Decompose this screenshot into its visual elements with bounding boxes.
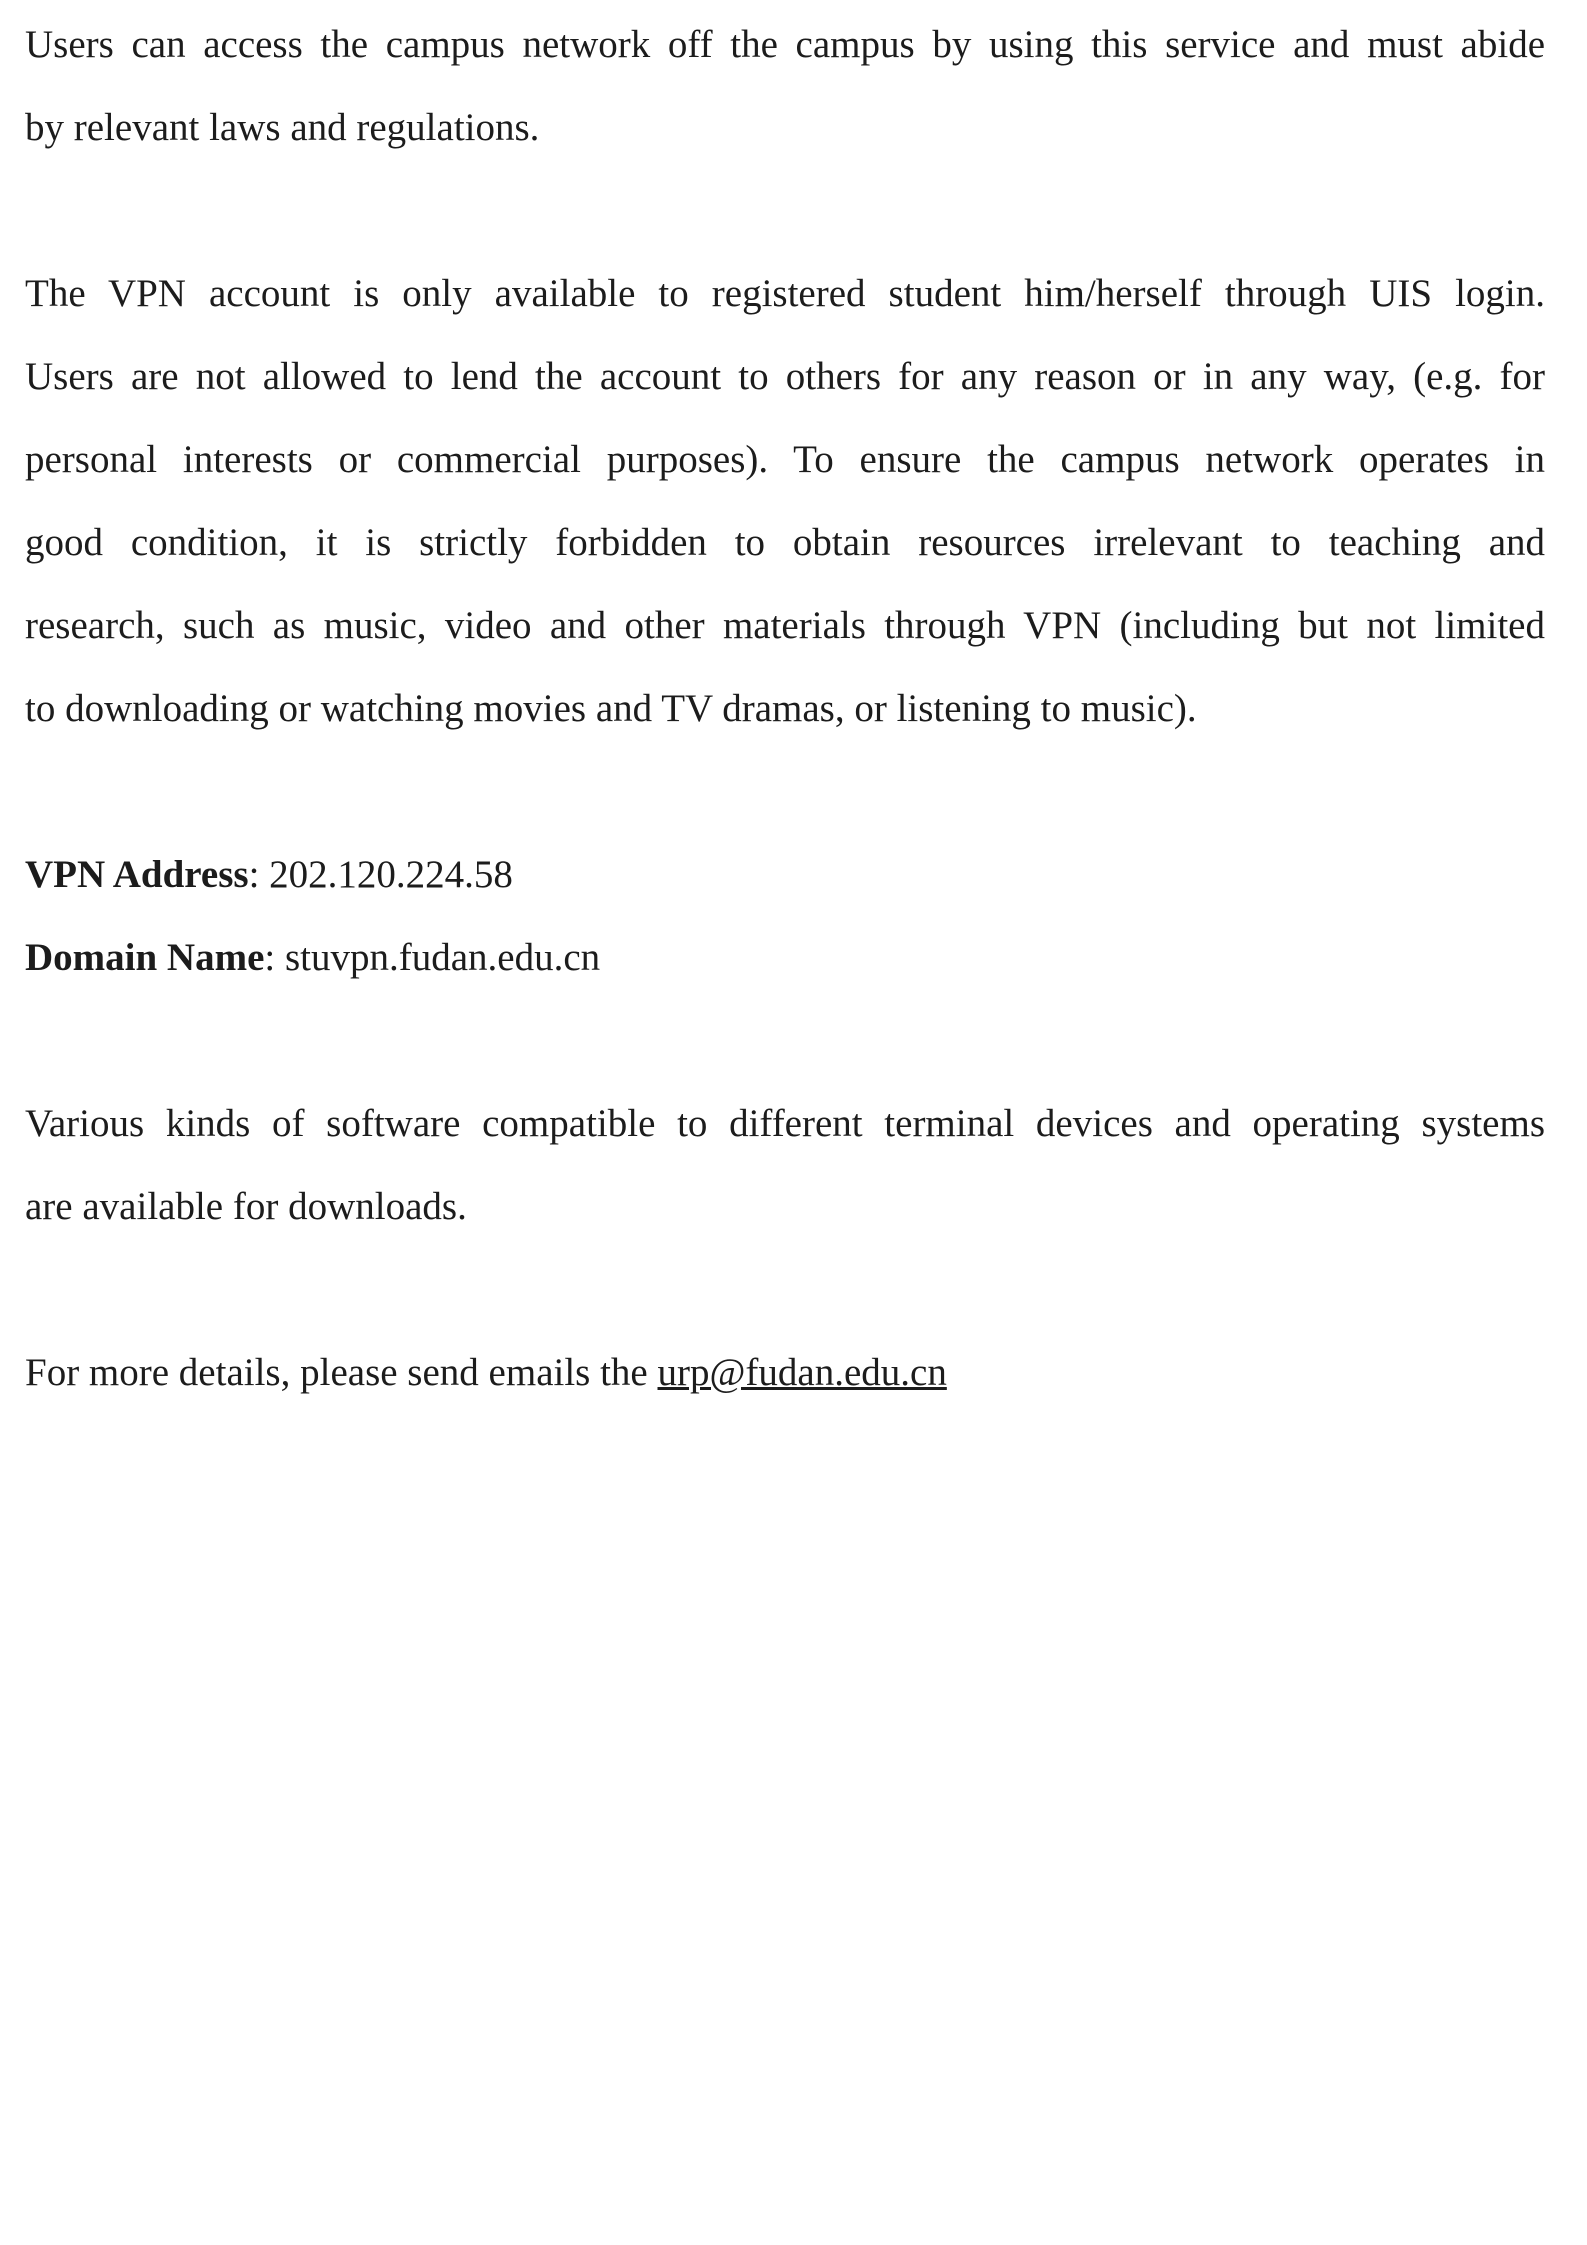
vpn-connection-info bbox=[25, 833, 1545, 999]
email-link[interactable]: urp@fudan.edu.cn bbox=[657, 1351, 947, 1394]
text-line: The VPN account is only available to registered student him/herself through UIS login. bbox=[25, 272, 1545, 315]
paragraph-account-policy bbox=[25, 252, 1545, 750]
text-line: are available for downloads. bbox=[25, 1185, 467, 1228]
text-line: to downloading or watching movies and TV dramas, or listening to music). bbox=[25, 687, 1197, 730]
text-line: by relevant laws and regulations. bbox=[25, 106, 540, 149]
text-line: Users are not allowed to lend the account to others for any reason or in any way, (e.g. for bbox=[25, 355, 1545, 398]
text-line: personal interests or commercial purposes). To ensure the campus network operates in bbox=[25, 438, 1545, 481]
domain-name-line bbox=[25, 916, 1545, 999]
text-line: Various kinds of software compatible to different terminal devices and operating systems bbox=[25, 1102, 1545, 1145]
text-line: Users can access the campus network off the campus by using this service and must abide bbox=[25, 23, 1545, 66]
contact-text: For more details, please send emails the bbox=[25, 1351, 658, 1394]
vpn-address-label: VPN Address bbox=[25, 853, 249, 896]
domain-name-value: : stuvpn.fudan.edu.cn bbox=[264, 936, 601, 979]
text-line: research, such as music, video and other materials through VPN (including but not limited bbox=[25, 604, 1545, 647]
vpn-address-line bbox=[25, 833, 1545, 916]
paragraph-software bbox=[25, 1082, 1545, 1248]
paragraph-intro bbox=[25, 3, 1545, 169]
paragraph-contact bbox=[25, 1331, 1545, 1414]
text-line: good condition, it is strictly forbidden to obtain resources irrelevant to teaching and bbox=[25, 521, 1545, 564]
contact-line bbox=[25, 1331, 1545, 1414]
domain-name-label: Domain Name bbox=[25, 936, 265, 979]
vpn-address-value: : 202.120.224.58 bbox=[248, 853, 513, 896]
